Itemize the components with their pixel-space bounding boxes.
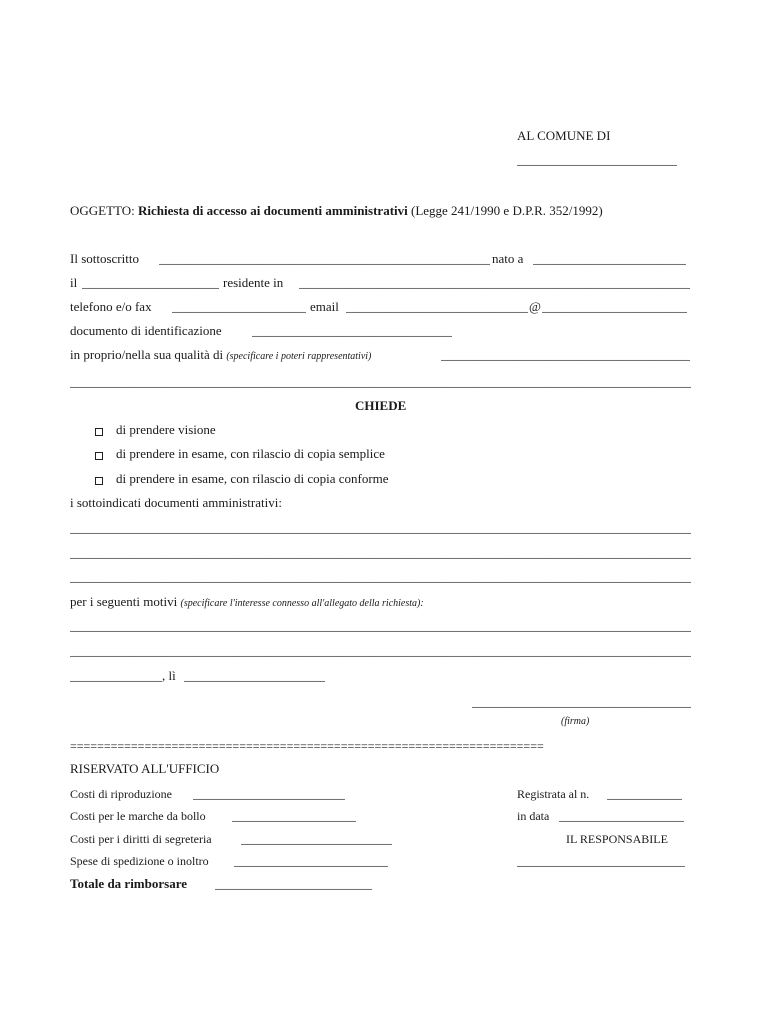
cost-riproduzione-field[interactable] (193, 786, 345, 802)
label-sottoscritto: Il sottoscritto (70, 251, 139, 266)
label-il: il (70, 275, 78, 290)
documents-line-3[interactable] (70, 569, 691, 585)
field-qualita-continued[interactable] (70, 374, 691, 390)
signature-line[interactable] (472, 694, 691, 710)
option-presa-visione: di prendere visione (116, 422, 216, 437)
qualita-note: (specificare i poteri rappresentativi) (226, 351, 372, 362)
total-field[interactable] (215, 876, 372, 892)
field-documento[interactable] (252, 323, 452, 339)
subject-title: Richiesta di accesso ai documenti amministrativi (138, 203, 408, 218)
chiede-heading: CHIEDE (355, 398, 407, 413)
in-data-label: in data (517, 809, 550, 823)
checkbox-presa-visione[interactable] (95, 428, 103, 436)
reasons-note: (specificare l'interesse connesso all'allegato della richiesta): (180, 598, 424, 609)
reasons-line-1[interactable] (70, 618, 691, 634)
label-qualita (70, 347, 371, 365)
field-residenza[interactable] (299, 275, 690, 291)
in-data-field[interactable] (559, 808, 684, 824)
reasons-text: per i seguenti motivi (70, 594, 178, 609)
total-label: Totale da rimborsare (70, 876, 187, 891)
reasons-label (70, 594, 424, 612)
label-nato-a: nato a (492, 251, 524, 266)
cost-riproduzione-label: Costi di riproduzione (70, 787, 172, 801)
cost-spedizione-label: Spese di spedizione o inoltro (70, 854, 209, 868)
responsabile-label: IL RESPONSABILE (566, 832, 668, 846)
label-documento: documento di identificazione (70, 323, 222, 338)
field-email-domain[interactable] (542, 299, 687, 315)
field-luogo-nascita[interactable] (533, 251, 686, 267)
responsabile-signature-field[interactable] (517, 853, 685, 869)
signature-caption: (firma) (561, 716, 590, 727)
registrata-label: Registrata al n. (517, 787, 590, 801)
subject-label: OGGETTO: (70, 203, 135, 218)
separator: ====================================================================== (70, 739, 544, 753)
recipient-label: AL COMUNE DI (517, 128, 611, 143)
cost-bollo-label: Costi per le marche da bollo (70, 809, 206, 823)
qualita-text: in proprio/nella sua qualità di (70, 347, 224, 362)
option-copia-conforme: di prendere in esame, con rilascio di copia conforme (116, 471, 389, 486)
checkbox-copia-semplice[interactable] (95, 452, 103, 460)
subject-line (70, 203, 603, 219)
label-residente-in: residente in (223, 275, 284, 290)
field-data[interactable] (184, 668, 325, 684)
label-email: email (310, 299, 339, 314)
cost-segreteria-field[interactable] (241, 831, 392, 847)
documents-line-1[interactable] (70, 520, 691, 536)
reasons-line-2[interactable] (70, 643, 691, 659)
documents-line-2[interactable] (70, 545, 691, 561)
field-sottoscritto-name[interactable] (159, 251, 490, 267)
field-data-nascita[interactable] (82, 275, 219, 291)
cost-bollo-field[interactable] (232, 808, 356, 824)
recipient-comune-line[interactable] (517, 152, 677, 168)
field-telefono[interactable] (172, 299, 306, 315)
option-copia-semplice: di prendere in esame, con rilascio di copia semplice (116, 446, 385, 461)
email-at: @ (529, 299, 541, 314)
field-qualita[interactable] (441, 347, 690, 363)
checkbox-copia-conforme[interactable] (95, 477, 103, 485)
subject-law-ref: (Legge 241/1990 e D.P.R. 352/1992) (411, 203, 603, 218)
field-luogo[interactable] (70, 668, 162, 684)
field-email-user[interactable] (346, 299, 528, 315)
cost-spedizione-field[interactable] (234, 853, 388, 869)
label-li: , lì (162, 668, 176, 683)
documents-label: i sottoindicati documenti amministrativi: (70, 495, 282, 510)
registrata-field[interactable] (607, 786, 682, 802)
label-telefono: telefono e/o fax (70, 299, 152, 314)
office-title: RISERVATO ALL'UFFICIO (70, 761, 220, 776)
cost-segreteria-label: Costi per i diritti di segreteria (70, 832, 212, 846)
